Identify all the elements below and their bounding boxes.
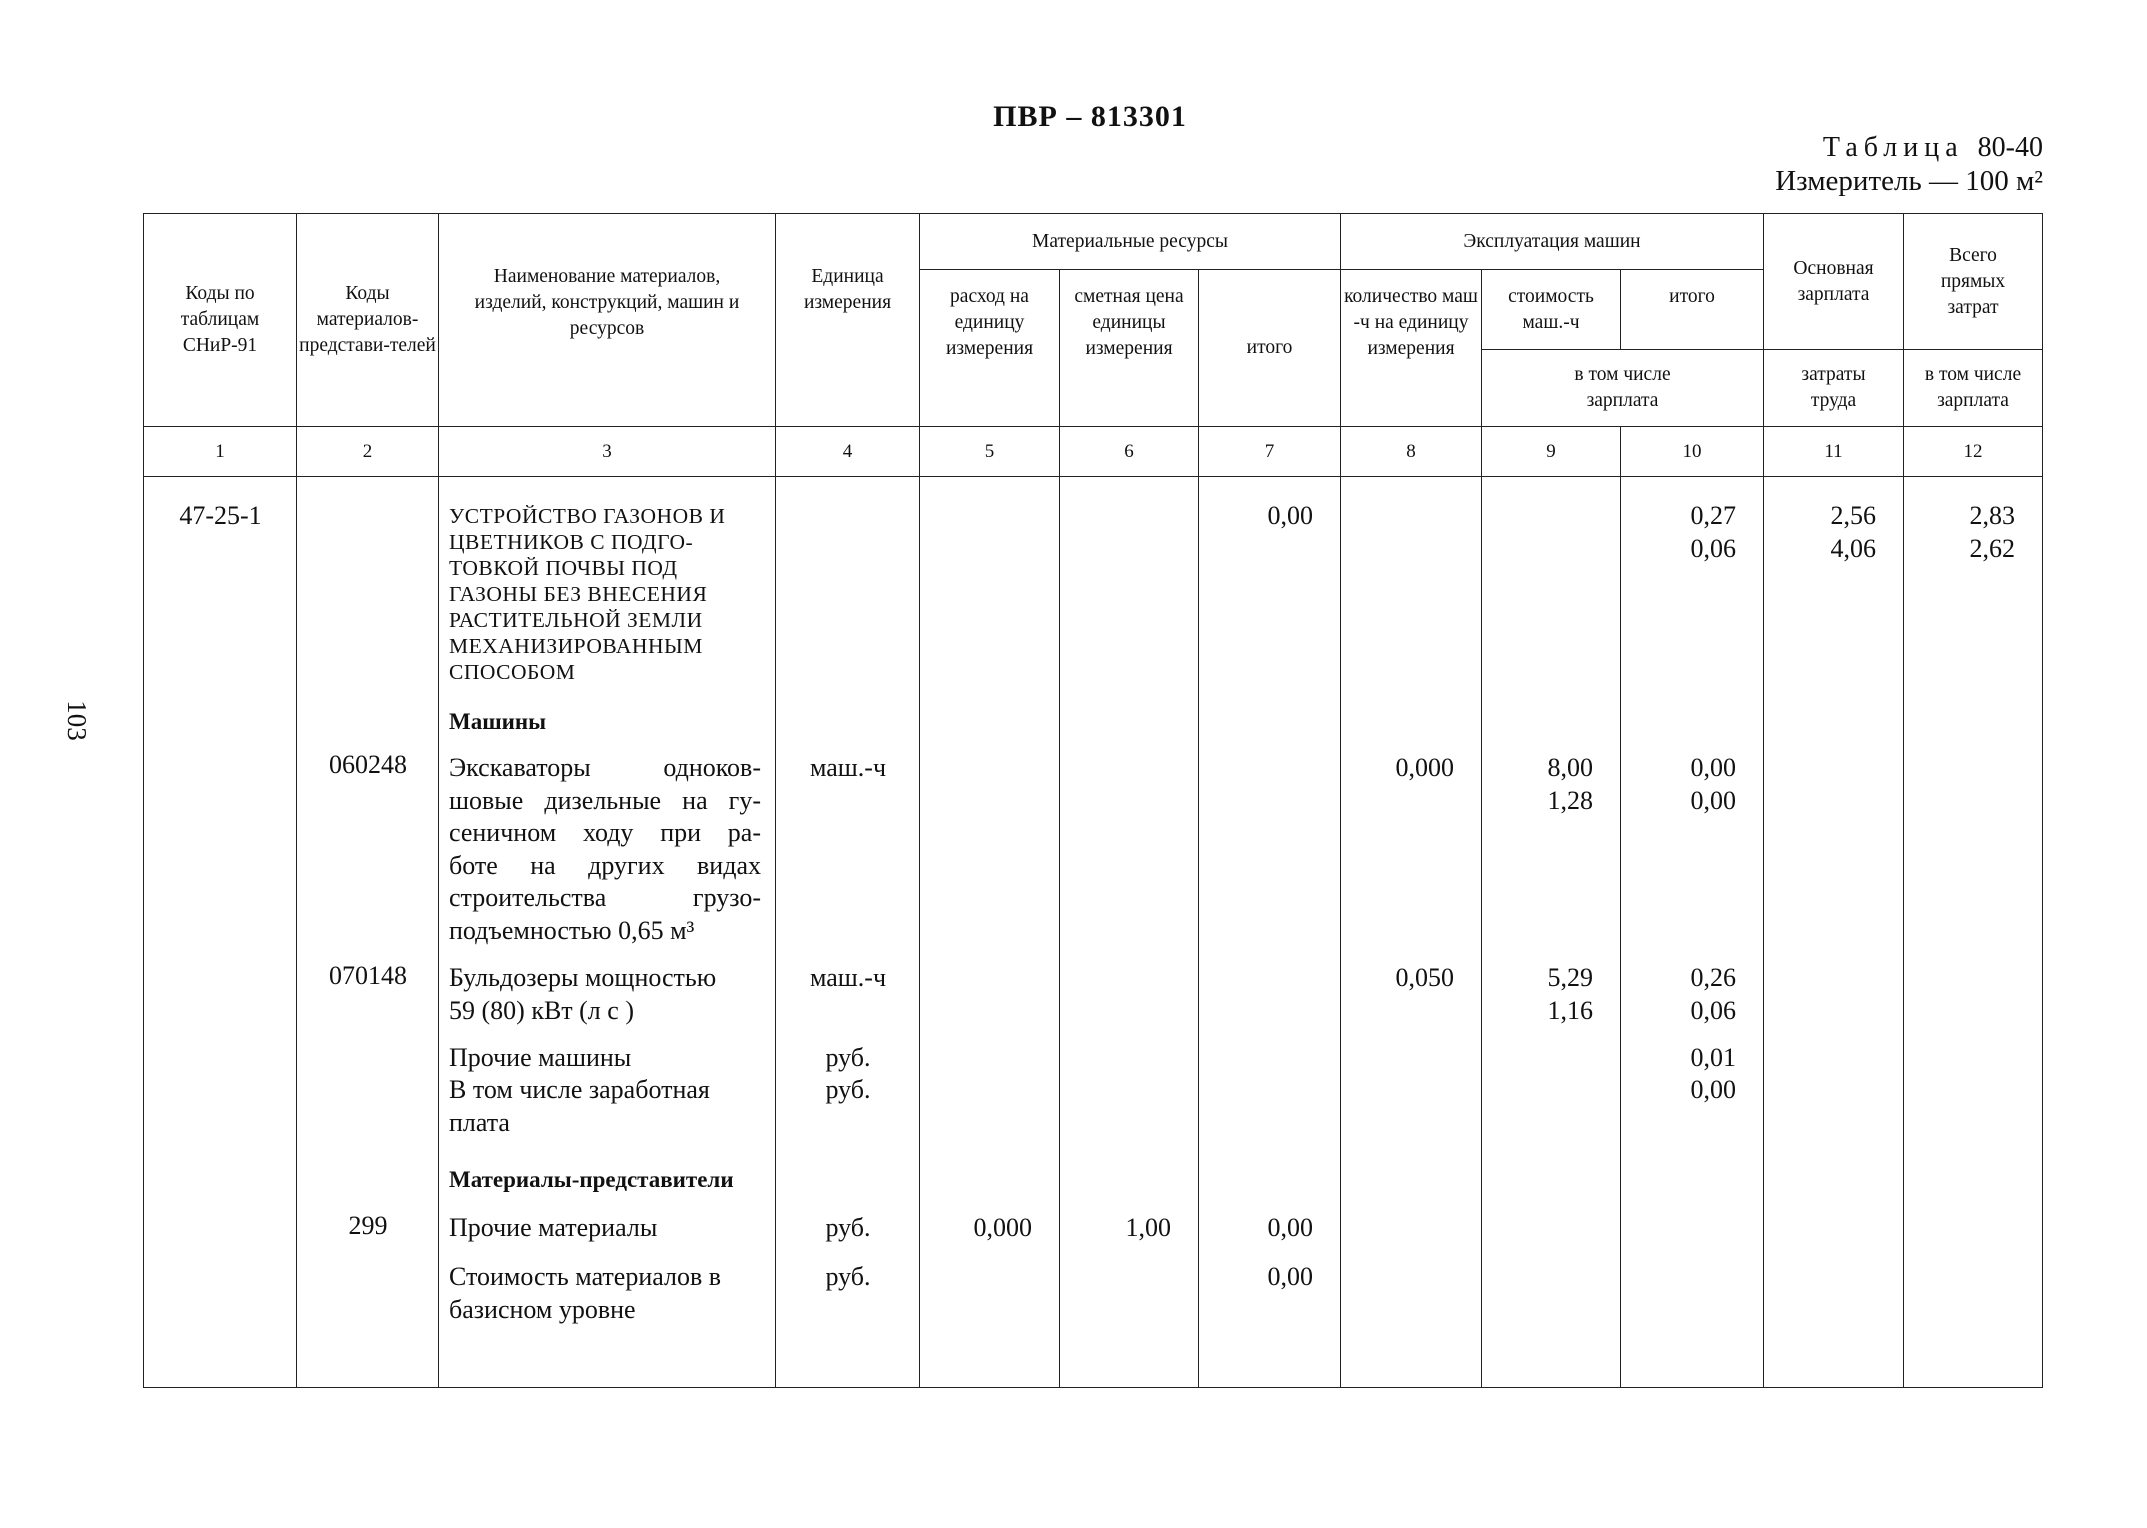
value: 0,06: [1690, 995, 1736, 1025]
header-col9-10-sub: в том числе зарплата: [1481, 349, 1764, 427]
value: 2,56: [1830, 501, 1876, 530]
body-column: [1059, 476, 1199, 1388]
name-line: базисном уровне: [449, 1294, 636, 1324]
body-column: [775, 476, 920, 1388]
body-column: [1481, 476, 1621, 1388]
body-column: [1903, 476, 2043, 1388]
name-line: МЕХАНИЗИРОВАННЫМ: [449, 634, 703, 658]
body-column: [1340, 476, 1482, 1388]
table-label-word: Таблица: [1822, 132, 1964, 163]
value: 0,26: [1690, 963, 1736, 992]
row-code: 070148: [329, 961, 407, 990]
machine-hours: 0,050: [1395, 963, 1454, 992]
name-line: 59 (80) кВт (л с ): [449, 995, 634, 1025]
body-column: [143, 476, 297, 1388]
column-number: 3: [438, 426, 776, 477]
name-line: шовые дизельные на гу-: [449, 785, 761, 815]
body-column: [1198, 476, 1341, 1388]
row-unit: руб.: [825, 1262, 871, 1291]
row-name: [449, 503, 767, 685]
column-number: 4: [775, 426, 920, 477]
header-col6: сметная цена единицы измерения: [1059, 269, 1199, 427]
value: 2,62: [1969, 533, 2015, 563]
column-number: 8: [1340, 426, 1482, 477]
row-name: [449, 752, 761, 947]
body-column: [1763, 476, 1904, 1388]
value: 1,28: [1547, 785, 1593, 815]
header-col11-sub: затраты труда: [1763, 349, 1904, 427]
header-col12: Всего прямых затрат: [1903, 213, 2043, 350]
value: 1,16: [1547, 995, 1593, 1025]
row-code: 47-25-1: [179, 501, 262, 530]
row-unit: руб.: [825, 1075, 871, 1104]
column-number: 7: [1198, 426, 1341, 477]
machines-total: [1621, 962, 1764, 1027]
base-wage: [1764, 500, 1904, 565]
name-line: сеничном ходу при ра-: [449, 818, 761, 847]
name-line: боте на других видах: [449, 850, 761, 880]
row-name: [449, 1074, 767, 1139]
column-number: 11: [1763, 426, 1904, 477]
unit-price: 1,00: [1125, 1213, 1171, 1242]
section-label-machines: Машины: [449, 709, 547, 734]
column-number: 10: [1620, 426, 1764, 477]
column-number: 1: [143, 426, 297, 477]
column-number: 9: [1481, 426, 1621, 477]
row-name: Прочие машины: [449, 1043, 632, 1072]
row-code: 299: [348, 1211, 388, 1240]
table-label: [1823, 132, 2043, 164]
machine-hour-cost: [1482, 962, 1621, 1027]
name-line: РАСТИТЕЛЬНОЙ ЗЕМЛИ: [449, 608, 703, 632]
machines-total: 0,00: [1690, 1075, 1736, 1104]
header-col9: стоимость маш.-ч: [1481, 269, 1621, 350]
row-unit: маш.-ч: [809, 963, 887, 992]
name-line: строительства грузо-: [449, 883, 761, 912]
column-number: 6: [1059, 426, 1199, 477]
value: 0,00: [1690, 753, 1736, 782]
body-column: [919, 476, 1060, 1388]
value: 0,27: [1690, 501, 1736, 530]
name-line: ГАЗОНЫ БЕЗ ВНЕСЕНИЯ: [449, 582, 708, 606]
page-number: 103: [61, 700, 92, 741]
machines-total: [1621, 752, 1764, 817]
row-name: Прочие материалы: [449, 1213, 658, 1242]
header-col8: количество маш -ч на единицу измерения: [1340, 269, 1482, 427]
header-col5: расход на единицу измерения: [919, 269, 1060, 427]
name-line: Бульдозеры мощностью: [449, 963, 717, 992]
value: 5,29: [1547, 963, 1593, 992]
table-label-number: 80-40: [1977, 132, 2043, 163]
header-col11: Основная зарплата: [1763, 213, 1904, 350]
value: 2,83: [1969, 501, 2015, 530]
name-line: подъемностью 0,65 м³: [449, 915, 695, 945]
header-col4: Единица измерения: [775, 213, 920, 427]
machine-hour-cost: [1482, 752, 1621, 817]
section-label-materials: Материалы-представители: [449, 1167, 734, 1192]
name-line: Экскаваторы одноков-: [449, 753, 761, 782]
machines-total: [1621, 500, 1764, 565]
machine-hours: 0,000: [1395, 753, 1454, 782]
row-unit: руб.: [825, 1043, 871, 1072]
row-code: 060248: [329, 750, 407, 779]
header-group-machines: Эксплуатация машин: [1340, 213, 1764, 270]
measure-unit: Измеритель — 100 м²: [1775, 165, 2043, 197]
header-group-materials: Материальные ресурсы: [919, 213, 1341, 270]
name-line: ЦВЕТНИКОВ С ПОДГО-: [449, 530, 694, 554]
header-col1: Коды по таблицам СНиР-91: [143, 213, 297, 427]
value: 0,00: [1690, 785, 1736, 815]
header-col12-sub: в том числе зарплата: [1903, 349, 2043, 427]
name-line: СПОСОБОМ: [449, 660, 576, 684]
header-col2: Коды материалов-представи-телей: [296, 213, 439, 427]
name-line: УСТРОЙСТВО ГАЗОНОВ И: [449, 504, 726, 528]
document-title: ПВР – 813301: [993, 100, 1187, 133]
name-line: Стоимость материалов в: [449, 1262, 722, 1291]
name-line: ТОВКОЙ ПОЧВЫ ПОД: [449, 556, 678, 580]
materials-total: 0,00: [1267, 501, 1313, 530]
machines-total: 0,01: [1690, 1043, 1736, 1072]
row-unit: маш.-ч: [809, 753, 887, 782]
column-number: 12: [1903, 426, 2043, 477]
total-direct-costs: [1904, 500, 2043, 565]
body-column: [1620, 476, 1764, 1388]
value: 0,06: [1690, 533, 1736, 563]
header-col7: итого: [1198, 269, 1341, 427]
header-col10: итого: [1620, 269, 1764, 350]
row-name: [449, 1261, 767, 1326]
materials-total: 0,00: [1267, 1213, 1313, 1242]
name-line: В том числе заработная: [449, 1075, 710, 1104]
body-column: [296, 476, 439, 1388]
value: 4,06: [1830, 533, 1876, 563]
consumption: 0,000: [973, 1213, 1032, 1242]
column-number: 5: [919, 426, 1060, 477]
row-name: [449, 962, 767, 1027]
value: 8,00: [1547, 753, 1593, 782]
header-col3: Наименование материалов, изделий, конструкций, машин и ресурсов: [438, 213, 776, 427]
column-number: 2: [296, 426, 439, 477]
materials-total: 0,00: [1267, 1262, 1313, 1291]
row-unit: руб.: [825, 1213, 871, 1242]
name-line: плата: [449, 1107, 510, 1137]
